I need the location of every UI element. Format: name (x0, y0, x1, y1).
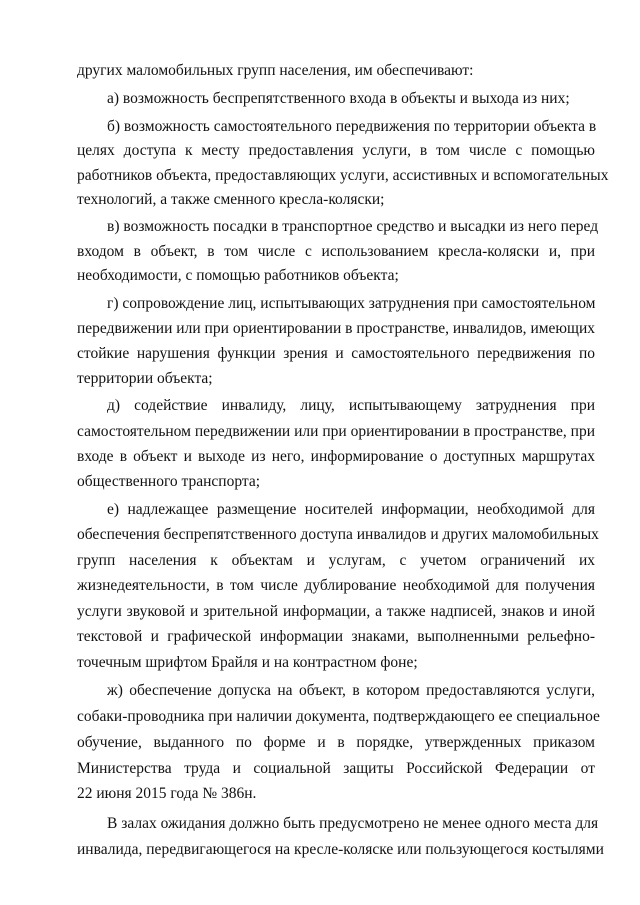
text-line: других маломобильных групп населения, им обеспечивают: (77, 62, 474, 79)
text-line: ж) обеспечение допуска на объект, в котором предоставляются услуги, (107, 682, 595, 699)
text-line: б) возможность самостоятельного передвижения по территории объекта в (107, 118, 597, 135)
text-line: инвалида, передвигающегося на кресле-коляске или пользующегося костылями (77, 841, 604, 858)
text-line: В залах ожидания должно быть предусмотрено не менее одного места для (107, 815, 599, 832)
text-line: групп населения к объектам и услугам, с учетом ограничений их (77, 552, 595, 569)
text-line: собаки-проводника при наличии документа, подтверждающего ее специальное (77, 708, 600, 725)
text-line: обучение, выданного по форме и в порядке, утвержденных приказом (77, 734, 595, 751)
text-line: необходимости, с помощью работников объекта; (77, 267, 399, 284)
text-line: Министерства труда и социальной защиты Российской Федерации от (77, 760, 595, 777)
text-line: работников объекта, предоставляющих услуги, ассистивных и вспомогательных (77, 167, 609, 184)
text-line: жизнедеятельности, в том числе дублирование необходимой для получения (77, 577, 595, 594)
text-line: общественного транспорта; (77, 473, 261, 490)
text-line: целях доступа к месту предоставления услуги, в том числе с помощью (77, 142, 595, 159)
text-line: д) содействие инвалиду, лицу, испытывающему затруднения при (107, 397, 595, 414)
text-line: 22 июня 2015 года № 386н. (77, 785, 257, 802)
text-line: территории объекта; (77, 370, 213, 387)
text-line: а) возможность беспрепятственного входа в объекты и выхода из них; (107, 90, 570, 107)
text-line: е) надлежащее размещение носителей информации, необходимой для (107, 501, 595, 518)
text-line: г) сопровождение лиц, испытывающих затруднения при самостоятельном (107, 295, 596, 312)
text-line: технологий, а также сменного кресла-коляски; (77, 191, 385, 208)
text-line: входом в объект, в том числе с использованием кресла-коляски и, при (77, 243, 595, 260)
text-line: обеспечения беспрепятственного доступа инвалидов и других маломобильных (77, 526, 599, 543)
text-line: передвижении или при ориентировании в пространстве, инвалидов, имеющих (77, 320, 595, 337)
text-line: стойкие нарушения функции зрения и самостоятельного передвижения по (77, 345, 595, 362)
text-line: в) возможность посадки в транспортное средство и высадки из него перед (107, 218, 599, 235)
text-line: текстовой и графической информации знаками, выполненными рельефно- (77, 628, 595, 645)
text-line: входе в объект и выходе из него, информирование о доступных маршрутах (77, 448, 595, 465)
text-line: самостоятельном передвижении или при ориентировании в пространстве, при (77, 423, 595, 440)
text-line: услуги звуковой и зрительной информации, а также надписей, знаков и иной (77, 603, 595, 620)
text-line: точечным шрифтом Брайля и на контрастном фоне; (77, 654, 418, 671)
